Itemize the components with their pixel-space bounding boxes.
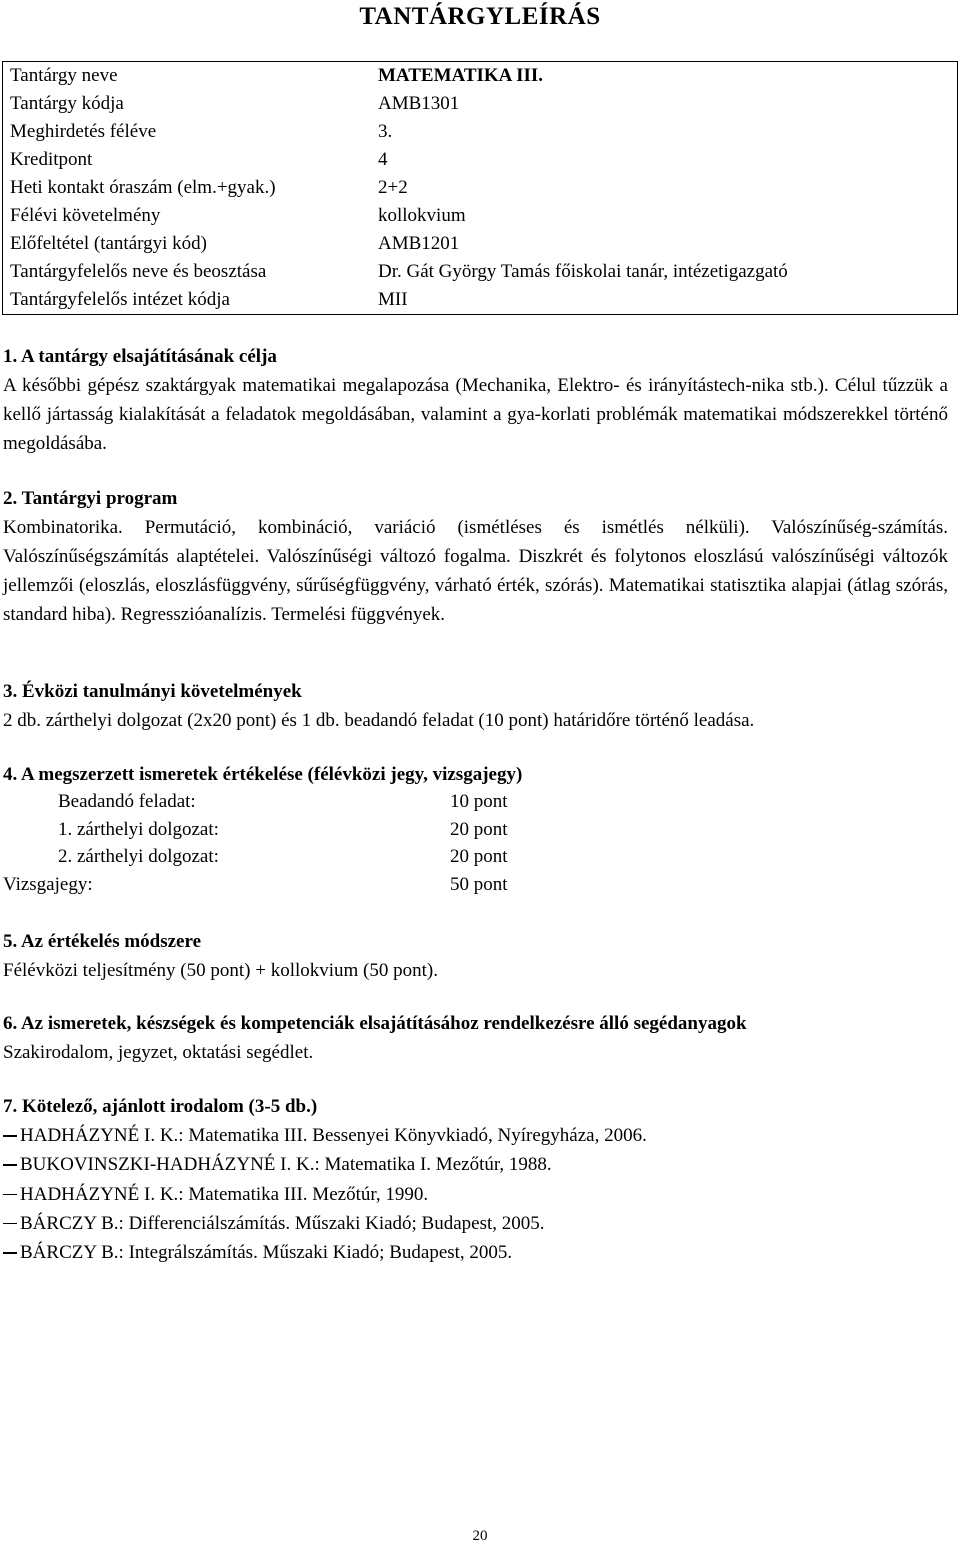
table-row — [3, 62, 958, 91]
grade-value: 20 pont — [450, 818, 508, 840]
grade-label: Vizsgajegy: — [3, 873, 93, 895]
table-row — [3, 146, 958, 174]
grade-row — [3, 816, 603, 844]
list-item — [3, 1209, 948, 1238]
dash-bullet-icon — [3, 1223, 17, 1225]
section-literature — [3, 1092, 948, 1267]
table-row — [3, 202, 958, 230]
info-key: Kreditpont — [10, 149, 93, 170]
section-text: 2 db. zárthelyi dolgozat (2x20 pont) és 1 db. beadandó feladat (10 pont) határidőre történő leadása. — [3, 710, 755, 731]
section-heading: 6. Az ismeretek, készségek és kompetenciák elsajátításához rendelkezésre álló segédanyagok — [3, 1013, 747, 1034]
info-key: Tantárgyfelelős intézet kódja — [10, 289, 230, 310]
grade-value: 10 pont — [450, 791, 508, 812]
info-value: MATEMATIKA III. — [378, 65, 544, 86]
list-item — [3, 1180, 948, 1209]
reference-text: HADHÁZYNÉ I. K.: Matematika III. Bessenyei Könyvkiadó, Nyíregyháza, 2006. — [20, 1125, 647, 1146]
section-text: Félévközi teljesítmény (50 pont) + kollokvium (50 pont). — [3, 960, 438, 981]
grade-row — [3, 871, 603, 899]
grade-row — [3, 843, 603, 871]
info-key: Heti kontakt óraszám (elm.+gyak.) — [10, 177, 276, 198]
section-text: A későbbi gépész szaktárgyak matematikai megalapozása (Mechanika, Elektro- és irányítástech-nika stb.). Célul tűzzük a kellő jártasság kialakítását a feladatok megoldásában, valamint a gya-korlati problémák matematikai módszerekkel történő megoldásába. — [3, 375, 948, 454]
section-program — [3, 484, 948, 629]
info-value: 4 — [378, 149, 388, 170]
course-info-table — [2, 61, 958, 315]
reference-text: HADHÁZYNÉ I. K.: Matematika III. Mezőtúr, 1990. — [20, 1183, 429, 1205]
table-row — [3, 90, 958, 118]
table-row — [3, 258, 958, 286]
section-heading: 4. A megszerzett ismeretek értékelése (félévközi jegy, vizsgajegy) — [3, 764, 523, 785]
grade-label: 2. zárthelyi dolgozat: — [58, 846, 219, 867]
section-method — [3, 927, 948, 985]
info-value: AMB1201 — [378, 233, 460, 254]
section-heading: 2. Tantárgyi program — [3, 488, 178, 509]
info-value: 3. — [378, 121, 393, 142]
dash-bullet-icon — [3, 1194, 17, 1196]
table-row — [3, 286, 958, 315]
reference-text: BUKOVINSZKI-HADHÁZYNÉ I. K.: Matematika I. Mezőtúr, 1988. — [20, 1154, 552, 1176]
info-value: AMB1301 — [378, 93, 460, 114]
section-requirements — [3, 677, 948, 735]
reference-text: BÁRCZY B.: Differenciálszámítás. Műszaki Kiadó; Budapest, 2005. — [20, 1212, 545, 1234]
section-text: Kombinatorika. Permutáció, kombináció, variáció (ismétléses és ismétlés nélküli). Valószínűség-számítás. Valószínűségszámítás alaptételei. Valószínűségi változó fogalma. Diszkrét és folytonos eloszlású valószínűségi változók jellemzői (eloszlás, eloszlásfüggvény, sűrűségfüggvény, várható érték, szórás). Matematikai statisztika alapjai (átlag szórás, standard hiba). Regresszióanalízis. Termelési függvények. — [3, 517, 948, 625]
table-row — [3, 118, 958, 146]
dash-bullet-icon — [3, 1135, 17, 1137]
section-evaluation — [3, 760, 948, 789]
table-row — [3, 230, 958, 258]
info-key: Tantárgy kódja — [10, 93, 124, 114]
dash-bullet-icon — [3, 1164, 17, 1166]
info-key: Előfeltétel (tantárgyi kód) — [10, 233, 207, 254]
section-heading: 7. Kötelező, ajánlott irodalom (3-5 db.) — [3, 1096, 318, 1117]
grade-value: 20 pont — [450, 846, 508, 867]
list-item — [3, 1150, 948, 1179]
table-row — [3, 174, 958, 202]
section-goal — [3, 342, 948, 458]
info-value: 2+2 — [378, 177, 408, 198]
list-item — [3, 1121, 948, 1150]
section-heading: 5. Az értékelés módszere — [3, 931, 202, 952]
grade-row — [3, 788, 603, 816]
info-value: MII — [378, 289, 408, 310]
dash-bullet-icon — [3, 1252, 17, 1254]
page-title: TANTÁRGYLEÍRÁS — [359, 3, 601, 30]
section-heading: 3. Évközi tanulmányi követelmények — [3, 681, 302, 702]
info-key: Tantárgyfelelős neve és beosztása — [10, 261, 267, 282]
section-heading: 1. A tantárgy elsajátításának célja — [3, 346, 277, 367]
list-item — [3, 1238, 948, 1267]
info-value: Dr. Gát György Tamás főiskolai tanár, intézetigazgató — [378, 261, 788, 282]
info-key: Meghirdetés féléve — [10, 121, 157, 142]
grade-label: Beadandó feladat: — [58, 791, 196, 812]
grade-breakdown — [3, 788, 603, 898]
section-text: Szakirodalom, jegyzet, oktatási segédlet. — [3, 1042, 314, 1063]
reference-text: BÁRCZY B.: Integrálszámítás. Műszaki Kiadó; Budapest, 2005. — [20, 1242, 513, 1264]
info-key: Tantárgy neve — [10, 65, 118, 86]
page-number: 20 — [472, 1528, 488, 1544]
grade-label: 1. zárthelyi dolgozat: — [58, 818, 219, 840]
info-key: Félévi követelmény — [10, 205, 161, 226]
grade-value: 50 pont — [450, 873, 508, 895]
section-materials — [3, 1009, 948, 1067]
info-value: kollokvium — [378, 205, 466, 226]
